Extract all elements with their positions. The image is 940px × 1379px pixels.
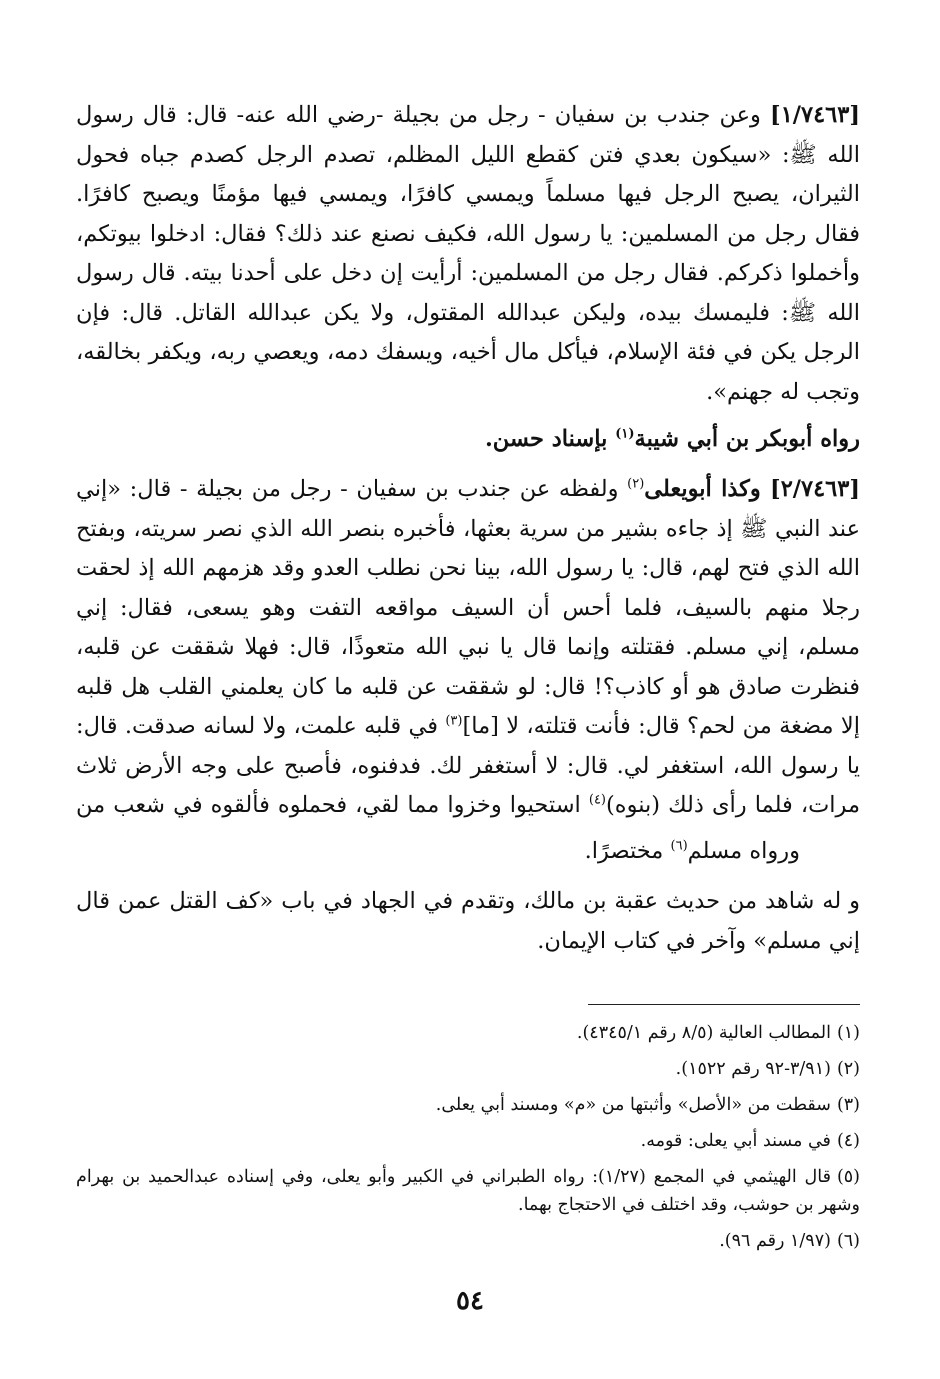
footnotes	[76, 1019, 860, 1255]
muslim-narration-tail: مختصرًا.	[584, 838, 671, 864]
supporting-evidence: و له شاهد من حديث عقبة بن مالك، وتقدم في الجهاد في باب «كف القتل عمن قال إني مسلم» وآخر في كتاب الإيمان.	[76, 888, 860, 954]
footnote-6	[76, 1227, 860, 1255]
hadith-text-2b: في قلبه علمت، ولا لسانه صدقت. قال: يا رسول الله، استغفر لي. قال: لا أستغفر لك. فدفنوه، فأصبح على وجه الأرض ثلاث مرات، فلما رأى ذلك (بنوه)	[76, 713, 860, 818]
footnote-text: المطالب العالية (٨/٥ رقم ٤٣٤٥/١).	[576, 1023, 831, 1043]
footnote-text: سقطت من «الأصل» وأثبتها من «م» ومسند أبي يعلى.	[435, 1095, 831, 1115]
footnote-number: (٦)	[836, 1231, 860, 1251]
hadith-paragraph-1	[76, 96, 860, 412]
footnote-marker-3[interactable]: (٣)	[445, 713, 463, 729]
footnote-text: (١/٩٧ رقم ٩٦).	[719, 1231, 831, 1251]
muslim-narration	[76, 832, 860, 876]
footnote-divider	[588, 1004, 860, 1005]
page-number: ٥٤	[456, 1286, 484, 1316]
footnote-number: (٢)	[836, 1059, 860, 1079]
footnote-number: (٥)	[836, 1167, 860, 1187]
footnote-marker-2[interactable]: (٢)	[627, 476, 645, 492]
footnote-text: قال الهيثمي في المجمع (١/٢٧): رواه الطبراني في الكبير وأبو يعلى، وفي إسناده عبدالحميد بن بهرام وشهر بن حوشب، وقد اختلف في الاحتجاج بهما.	[76, 1167, 860, 1215]
narration-note	[76, 420, 860, 466]
footnote-1	[76, 1019, 860, 1047]
footnote-number: (٣)	[836, 1095, 860, 1115]
narration-note-text: رواه أبوبكر بن أبي شيبة	[634, 426, 860, 452]
footnote-5	[76, 1163, 860, 1219]
footnote-number: (١)	[836, 1023, 860, 1043]
footnote-number: (٤)	[836, 1131, 860, 1151]
hadith-text-2c: استحيوا وخزوا مما لقي، فحملوه فألقوه في شعب من	[76, 792, 581, 818]
hadith-ref-1: [١/٧٤٦٣]	[770, 102, 860, 128]
hadith-lead-2: وكذا أبويعلى	[644, 476, 771, 502]
footnote-marker-6[interactable]: (٦)	[670, 838, 688, 854]
footnote-marker-4[interactable]: (٤)	[588, 792, 606, 808]
hadith-ref-2: [٢/٧٤٦٣]	[770, 476, 860, 502]
footnote-text: (٣/٩١-٩٢ رقم ١٥٢٢).	[675, 1059, 831, 1079]
footnote-4	[76, 1127, 860, 1155]
narration-note-tail: بإسناد حسن.	[484, 426, 616, 452]
hadith-paragraph-2	[76, 470, 860, 826]
hadith-text-1: وعن جندب بن سفيان - رجل من بجيلة -رضي الله عنه- قال: قال رسول الله ﷺ: «سيكون بعدي فتن كقطع الليل المظلم، تصدم الرجل كصدم جباه فحول الثيران، يصبح الرجل فيها مسلماً ويمسي كافرًا، ويمسي فيها مؤمنًا ويصبح كافرًا. فقال رجل من المسلمين: يا رسول الله، فكيف نصنع عند ذلك؟ فقال: ادخلوا بيوتكم، وأخملوا ذكركم. فقال رجل من المسلمين: أرأيت إن دخل على أحدنا بيته. قال رسول الله ﷺ: فليمسك بيده، وليكن عبدالله المقتول، ولا يكن عبدالله القاتل. قال: فإن الرجل يكن في فئة الإسلام، فيأكل مال أخيه، ويسفك دمه، ويعصي ربه، ويكفر بخالقه، وتجب له جهنم».	[76, 102, 860, 405]
hadith-text-2a: ولفظه عن جندب بن سفيان - رجل من بجيلة - قال: «إني عند النبي ﷺ إذ جاءه بشير من سرية بعثها، فأخبره بنصر الله الذي نصر سريته، وبفتح الله الذي فتح لهم، قال: يا رسول الله، بينا نحن نطلب العدو وقد هزمهم الله إذ لحقت رجلا منهم بالسيف، فلما أحس أن السيف مواقعه التفت وهو يسعى، فقال: إني مسلم، إني مسلم. فقتلته وإنما قال يا نبي الله متعوذًا، قال: فهلا شققت عن قلبه، فنظرت صادق هو أو كاذب؟! قال: لو شققت عن قلبه ما كان يعلمني القلب هل قلبه إلا مضغة من لحم؟ قال: فأنت قتلته، لا [ما]	[76, 476, 860, 739]
footnote-text: في مسند أبي يعلى: قومه.	[640, 1131, 831, 1151]
muslim-narration-text: ورواه مسلم	[687, 838, 800, 864]
footnote-2	[76, 1055, 860, 1083]
footnote-3	[76, 1091, 860, 1119]
footnote-marker-1[interactable]: (١)	[615, 426, 635, 442]
